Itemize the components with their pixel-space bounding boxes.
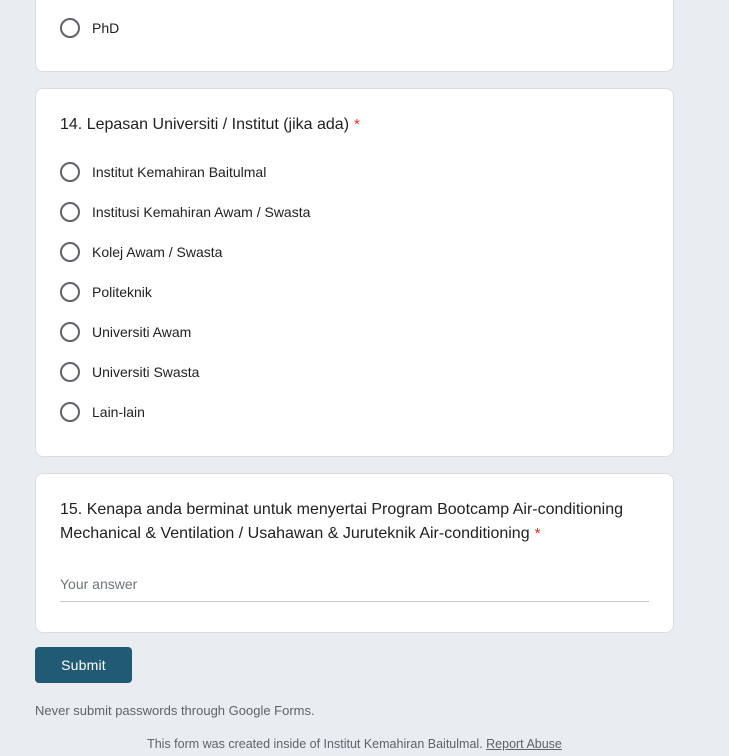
radio-option[interactable] bbox=[60, 312, 649, 352]
form-created-notice bbox=[35, 736, 674, 752]
submit-button[interactable]: Submit bbox=[35, 647, 132, 683]
question-card-partial bbox=[35, 0, 674, 72]
radio-option-label: Kolej Awam / Swasta bbox=[92, 244, 223, 260]
radio-option-label: Politeknik bbox=[92, 284, 152, 300]
question-14-title-text: 14. Lepasan Universiti / Institut (jika ada) bbox=[60, 116, 350, 133]
form-created-notice-text: This form was created inside of Institut Kemahiran Baitulmal. bbox=[147, 737, 483, 751]
short-answer-input[interactable] bbox=[60, 574, 649, 602]
radio-icon[interactable] bbox=[60, 362, 80, 382]
required-asterisk: * bbox=[354, 116, 360, 133]
radio-icon[interactable] bbox=[60, 18, 80, 38]
radio-option-label: Universiti Swasta bbox=[92, 364, 200, 380]
radio-option-label: PhD bbox=[92, 20, 120, 36]
radio-option[interactable] bbox=[60, 152, 649, 192]
question-14-options bbox=[60, 152, 649, 432]
radio-icon[interactable] bbox=[60, 322, 80, 342]
required-asterisk: * bbox=[534, 525, 541, 542]
radio-icon[interactable] bbox=[60, 202, 80, 222]
radio-option[interactable] bbox=[60, 232, 649, 272]
radio-icon[interactable] bbox=[60, 282, 80, 302]
radio-option-label: Lain-lain bbox=[92, 404, 145, 420]
radio-option-label: Institusi Kemahiran Awam / Swasta bbox=[92, 204, 311, 220]
radio-option-label: Institut Kemahiran Baitulmal bbox=[92, 164, 267, 180]
report-abuse-link[interactable]: Report Abuse bbox=[486, 737, 562, 751]
question-15-title-text: 15. Kenapa anda berminat untuk menyertai Program Bootcamp Air-conditioning Mechanical & Ventilation / Usahawan & Juruteknik Air-conditioning bbox=[60, 501, 623, 542]
question-card-15 bbox=[35, 473, 674, 633]
radio-option[interactable] bbox=[60, 352, 649, 392]
radio-option[interactable] bbox=[60, 392, 649, 432]
password-warning-text: Never submit passwords through Google Forms. bbox=[35, 703, 315, 718]
radio-icon[interactable] bbox=[60, 242, 80, 262]
question-15-title bbox=[60, 498, 649, 546]
radio-icon[interactable] bbox=[60, 162, 80, 182]
radio-icon[interactable] bbox=[60, 402, 80, 422]
radio-option[interactable] bbox=[60, 272, 649, 312]
radio-option-label: Universiti Awam bbox=[92, 324, 192, 340]
question-card-14 bbox=[35, 88, 674, 457]
form-page bbox=[35, 0, 674, 752]
radio-option[interactable] bbox=[60, 8, 649, 48]
radio-option[interactable] bbox=[60, 192, 649, 232]
question-14-title bbox=[60, 113, 649, 137]
